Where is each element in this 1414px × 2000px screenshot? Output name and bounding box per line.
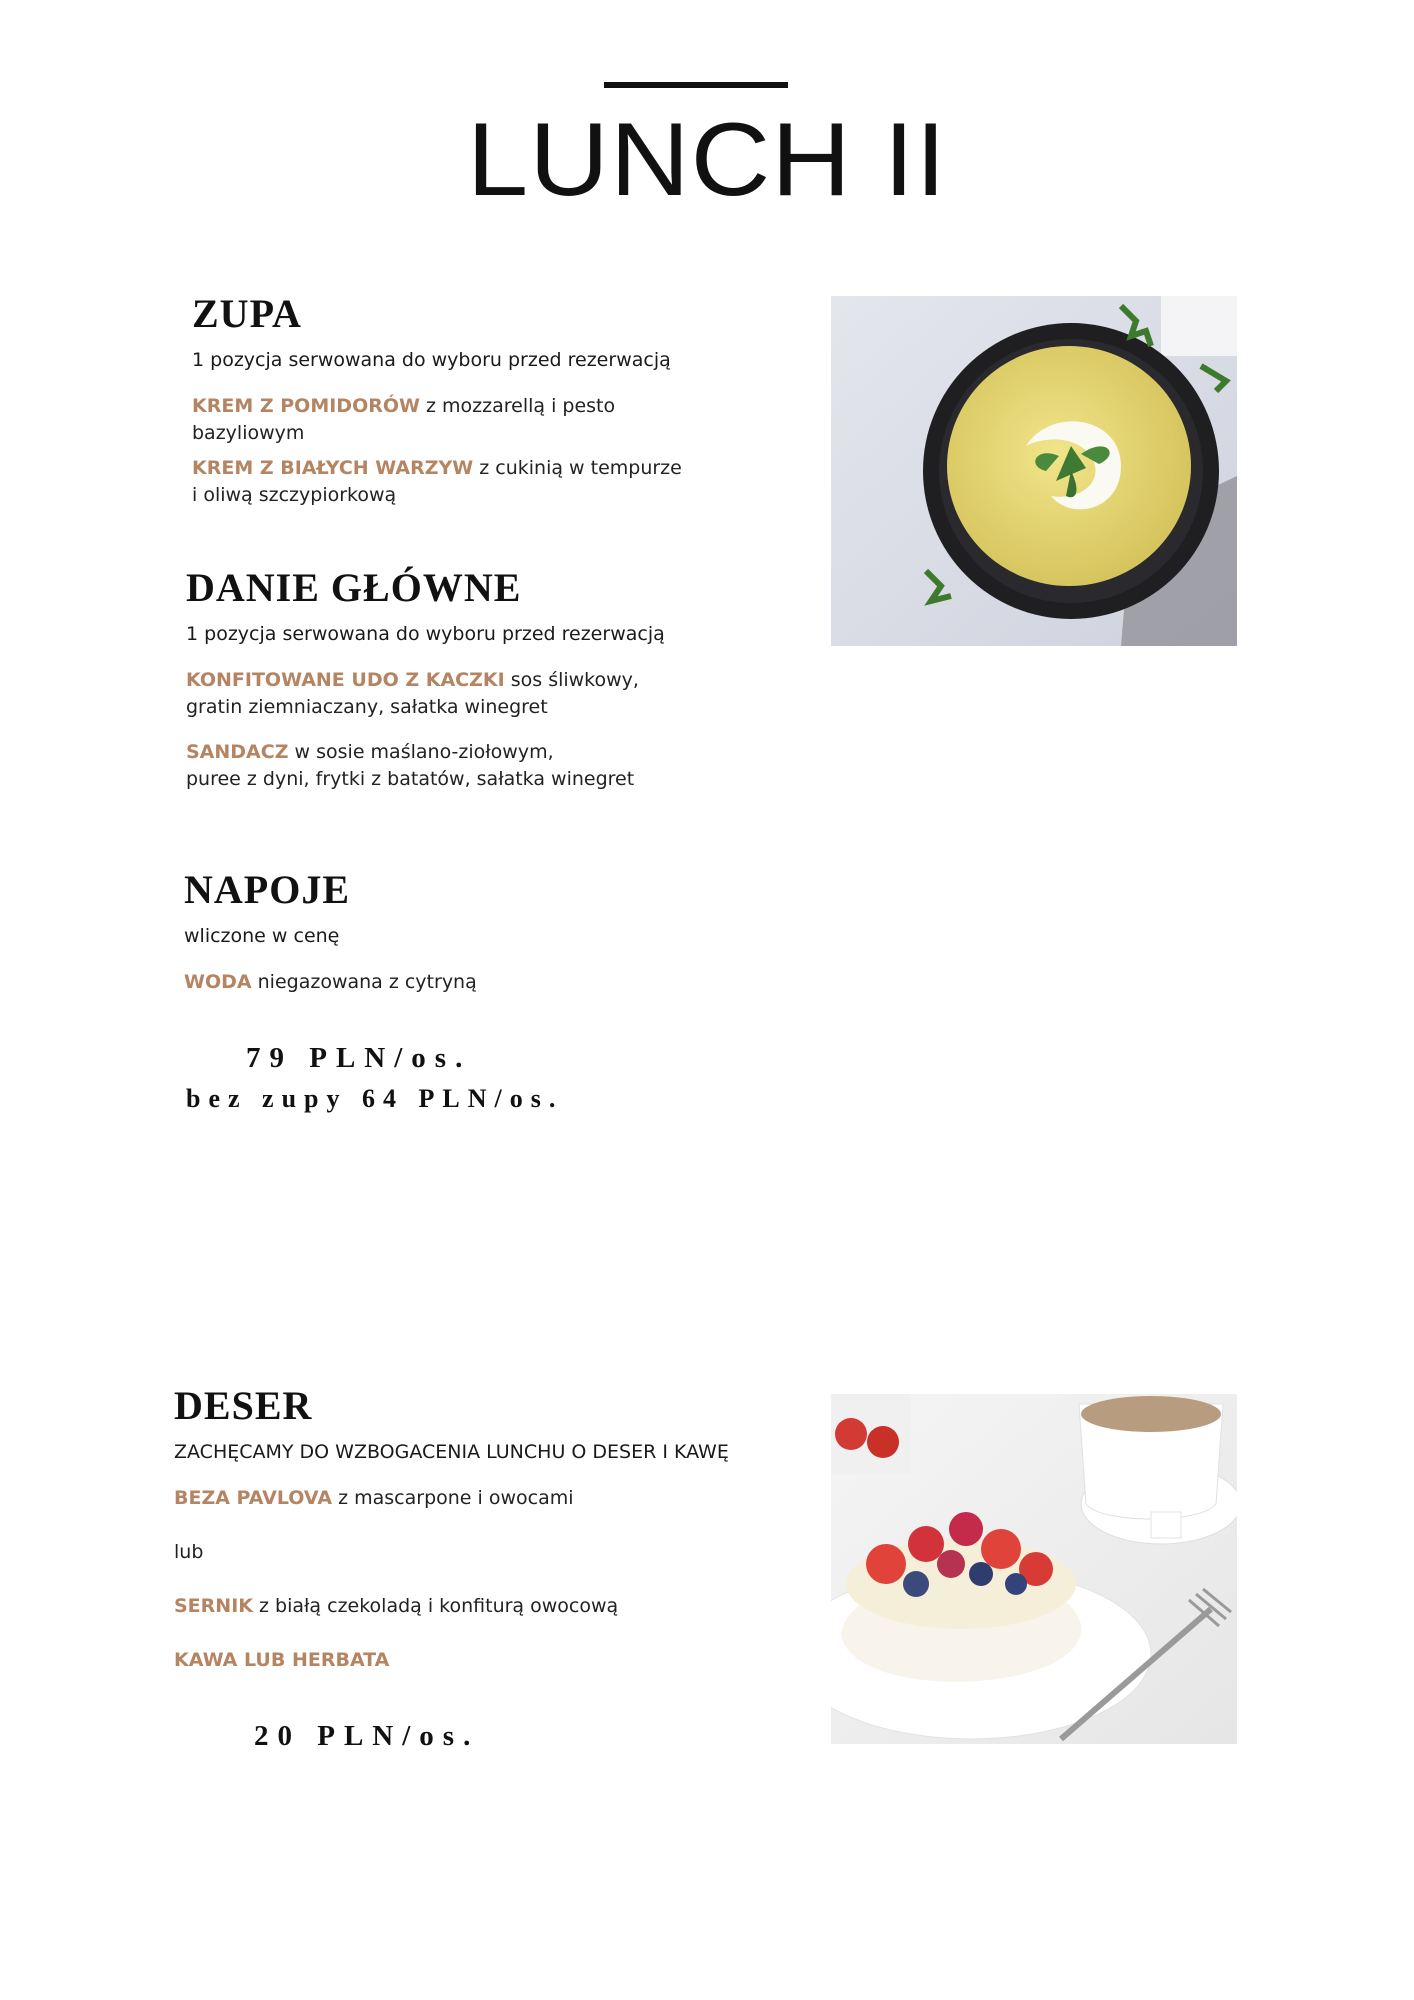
page-title: LUNCH II (466, 102, 948, 218)
napoje-title: NAPOJE (184, 867, 350, 912)
item-name: BEZA PAVLOVA (174, 1486, 333, 1509)
zupa-subtitle: 1 pozycja serwowana do wyboru przed rezerwacją (192, 349, 671, 371)
soup-photo (831, 296, 1237, 646)
item-desc: z białą czekoladą i konfiturą owocową (253, 1594, 619, 1617)
item-name: KAWA LUB HERBATA (174, 1648, 390, 1671)
soup-illustration (831, 296, 1237, 646)
dessert-photo (831, 1394, 1237, 1744)
menu-item (184, 969, 764, 996)
deser-subtitle: ZACHĘCAMY DO WZBOGACENIA LUNCHU O DESER I KAWĘ (174, 1441, 729, 1463)
item-name: KONFITOWANE UDO Z KACZKI (186, 668, 505, 691)
item-desc: i oliwą szczypiorkową (192, 483, 397, 506)
menu-item (192, 393, 752, 447)
item-desc: sos śliwkowy, (504, 668, 639, 691)
item-desc: niegazowana z cytryną (251, 970, 477, 993)
napoje-price-alt: bez zupy 64 PLN/os. (186, 1084, 564, 1113)
item-desc: z mozzarellą i pesto (419, 394, 616, 417)
title-rule (604, 82, 788, 88)
item-desc: z cukinią w tempurze (473, 456, 682, 479)
section-deser (174, 1384, 774, 1674)
menu-item (174, 1647, 774, 1674)
menu-item (174, 1485, 774, 1512)
section-napoje (184, 868, 764, 996)
menu-item (174, 1593, 774, 1620)
item-desc: gratin ziemniaczany, sałatka winegret (186, 695, 548, 718)
deser-price: 20 PLN/os. (254, 1720, 480, 1752)
section-zupa (192, 292, 752, 509)
zupa-title: ZUPA (192, 291, 302, 336)
dessert-illustration (831, 1394, 1237, 1744)
item-name: SANDACZ (186, 740, 289, 763)
napoje-price: 79 PLN/os. (246, 1042, 472, 1074)
item-desc: bazyliowym (192, 421, 305, 444)
danie-subtitle: 1 pozycja serwowana do wyboru przed rezerwacją (186, 623, 665, 645)
item-name: KREM Z POMIDORÓW (192, 394, 420, 417)
or-separator: lub (174, 1540, 204, 1563)
section-danie-glowne (186, 566, 766, 793)
menu-item (186, 667, 766, 721)
napoje-subtitle: wliczone w cenę (184, 925, 340, 947)
item-desc: w sosie maślano-ziołowym, (288, 740, 554, 763)
item-name: WODA (184, 970, 252, 993)
menu-item (192, 455, 752, 509)
item-name: KREM Z BIAŁYCH WARZYW (192, 456, 474, 479)
item-desc: puree z dyni, frytki z batatów, sałatka winegret (186, 767, 635, 790)
menu-item (186, 739, 766, 793)
item-name: SERNIK (174, 1594, 253, 1617)
danie-title: DANIE GŁÓWNE (186, 565, 522, 610)
item-desc: z mascarpone i owocami (332, 1486, 574, 1509)
deser-title: DESER (174, 1383, 313, 1428)
